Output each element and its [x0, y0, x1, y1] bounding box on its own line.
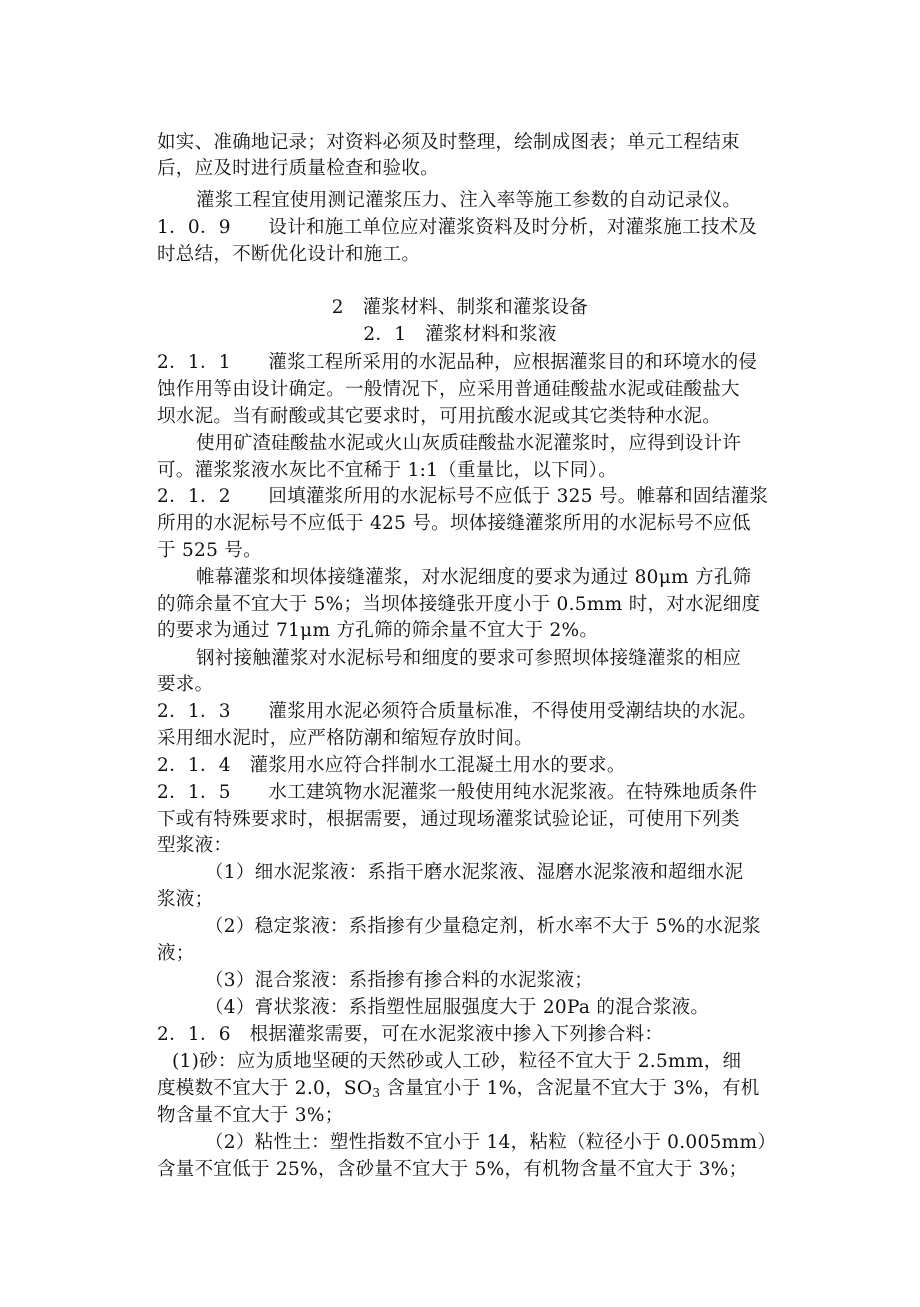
- text-line: 所用的水泥标号不应低于 425 号。坝体接缝灌浆所用的水泥标号不应低: [157, 513, 751, 534]
- text-fragment: 含量宜小于 1%，含泥量不宜大于 3%，有机: [380, 1078, 760, 1099]
- text-line: 时总结，不断优化设计和施工。: [157, 244, 421, 265]
- text-line: 型浆液：: [157, 835, 233, 856]
- section-heading: 2．1 灌浆材料和浆液: [363, 324, 557, 345]
- list-item: （2）稳定浆液：系指掺有少量稳定剂，析水率不大于 5%的水泥浆: [205, 916, 761, 937]
- text-line: 的要求为通过 71μm 方孔筛的筛余量不宜大于 2%。: [157, 620, 599, 641]
- text-line: 灌浆工程宜使用测记灌浆压力、注入率等施工参数的自动记录仪。: [196, 190, 742, 211]
- text-line: [157, 1076, 760, 1102]
- chapter-heading: 2 灌浆材料、制浆和灌浆设备: [331, 297, 589, 318]
- list-item: （2）粘性土：塑性指数不宜小于 14，粘粒（粒径小于 0.005mm）: [205, 1132, 777, 1153]
- text-line: 蚀作用等由设计确定。一般情况下，应采用普通硅酸盐水泥或硅酸盐大: [157, 379, 740, 400]
- text-line: 2．1．5 水工建筑物水泥灌浆一般使用纯水泥浆液。在特殊地质条件: [157, 782, 758, 803]
- text-line: 浆液；: [157, 889, 214, 910]
- text-fragment: 度模数不宜大于 2.0，: [157, 1078, 344, 1099]
- text-line: 要求。: [157, 674, 214, 695]
- text-line: 2．1．1 灌浆工程所采用的水泥品种，应根据灌浆目的和环境水的侵: [157, 352, 758, 373]
- list-item: (1)砂：应为质地坚硬的天然砂或人工砂，粒径不宜大于 2.5mm，细: [172, 1051, 742, 1072]
- text-line: 钢衬接触灌浆对水泥标号和细度的要求可参照坝体接缝灌浆的相应: [196, 648, 742, 669]
- text-line: 于 525 号。: [157, 540, 262, 561]
- text-line: 2．1．4 灌浆用水应符合拌制水工混凝土用水的要求。: [157, 755, 626, 776]
- chem-subscript: 3: [372, 1086, 381, 1100]
- text-line: 2．1．2 回填灌浆所用的水泥标号不应低于 325 号。帷幕和固结灌浆: [157, 486, 769, 507]
- list-item: （1）细水泥浆液：系指干磨水泥浆液、湿磨水泥浆液和超细水泥: [205, 862, 744, 883]
- text-line: 坝水泥。当有耐酸或其它要求时，可用抗酸水泥或其它类特种水泥。: [157, 406, 722, 427]
- text-line: 2．1．6 根据灌浆需要，可在水泥浆液中掺入下列掺合料：: [157, 1024, 664, 1045]
- text-line: 含量不宜低于 25%，含砂量不宜大于 5%，有机物含量不宜大于 3%；: [157, 1159, 748, 1180]
- text-line: 帷幕灌浆和坝体接缝灌浆，对水泥细度的要求为通过 80μm 方孔筛: [196, 567, 752, 588]
- text-line: 的筛余量不宜大于 5%；当坝体接缝张开度小于 0.5mm 时，对水泥细度: [157, 594, 761, 615]
- text-line: 液；: [157, 943, 195, 964]
- text-line: 如实、准确地记录；对资料必须及时整理，绘制成图表；单元工程结束: [157, 132, 740, 153]
- text-line: 后，应及时进行质量检查和验收。: [157, 158, 440, 179]
- text-line: 采用细水泥时，应严格防潮和缩短存放时间。: [157, 728, 534, 749]
- text-line: 物含量不宜大于 3%；: [157, 1105, 344, 1126]
- text-line: 可。灌浆浆液水灰比不宜稀于 1:1（重量比，以下同）。: [157, 460, 618, 481]
- chem-formula: SO: [343, 1078, 373, 1099]
- text-line: 使用矿渣硅酸盐水泥或火山灰质硅酸盐水泥灌浆时，应得到设计许: [196, 433, 742, 454]
- text-line: 1．0．9 设计和施工单位应对灌浆资料及时分析，对灌浆施工技术及: [157, 217, 758, 238]
- list-item: （4）膏状浆液：系指塑性屈服强度大于 20Pa 的混合浆液。: [205, 997, 710, 1018]
- list-item: （3）混合浆液：系指掺有掺合料的水泥浆液；: [205, 970, 594, 991]
- text-line: 下或有特殊要求时，根据需要，通过现场灌浆试验论证，可使用下列类: [157, 809, 740, 830]
- text-line: 2．1．3 灌浆用水泥必须符合质量标准，不得使用受潮结块的水泥。: [157, 701, 758, 722]
